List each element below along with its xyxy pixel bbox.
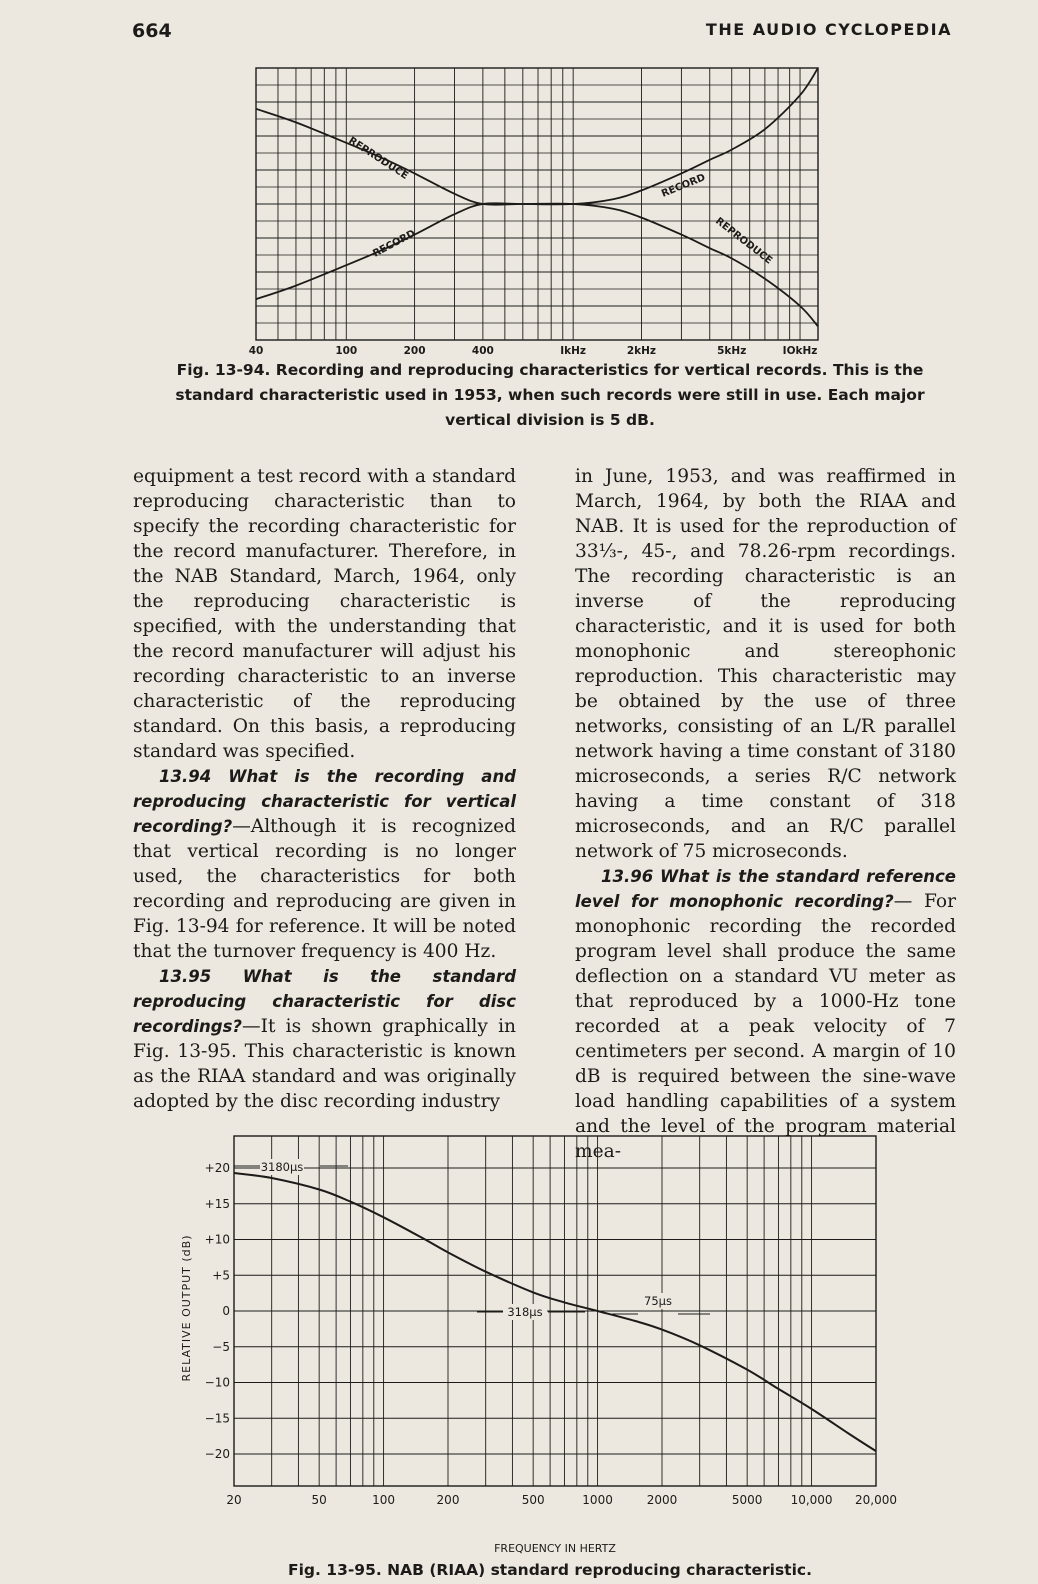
series-line-reproduce xyxy=(256,109,818,327)
y-tick-label: 0 xyxy=(222,1304,230,1318)
curve-label-record-right: RECORD xyxy=(660,172,708,200)
x-tick-label: 100 xyxy=(335,345,358,357)
y-tick-label: −10 xyxy=(204,1375,230,1390)
question-13-94-heading: 13.94 What is the recording and reproducing characteristic for vertical recording? xyxy=(133,767,516,836)
grid xyxy=(234,1136,876,1486)
figure-13-94-chart xyxy=(240,60,840,360)
x-tick-label: 200 xyxy=(436,1493,460,1507)
y-tick-label: +10 xyxy=(204,1232,230,1247)
running-title: THE AUDIO CYCLOPEDIA xyxy=(705,20,952,39)
figure-13-95-caption: Fig. 13-95. NAB (RIAA) standard reproducing characteristic. xyxy=(288,1561,812,1579)
question-13-96-text: — For monophonic recording the recorded program level shall produce the same deflection on a standard VU meter as that reproduced by a 1000-Hz tone recorded at a peak velocity of 7 centimeters per second. A margin of 10 dB is required between the sine-wave load handling capabilities of a system and the level of the program material mea- xyxy=(575,891,956,1162)
y-tick-label: +15 xyxy=(204,1196,230,1211)
x-tick-label: IkHz xyxy=(560,345,587,357)
page-number: 664 xyxy=(132,20,172,42)
annotation-label: 3180μs xyxy=(260,1160,304,1174)
y-tick-label: +5 xyxy=(212,1268,230,1283)
y-tick-labels xyxy=(205,1161,230,1461)
x-tick-label: 5000 xyxy=(731,1493,763,1507)
question-13-95-text: —It is shown graphically in Fig. 13-95. This characteristic is known as the RIAA standard and was originally adopted by the disc recording industry xyxy=(133,1016,516,1112)
x-tick-label: 2000 xyxy=(646,1493,678,1507)
x-tick-label: 2kHz xyxy=(626,345,657,357)
series-line-record xyxy=(256,68,818,299)
question-13-95-heading: 13.95 What is the standard reproducing characteristic for disc recordings? xyxy=(133,967,516,1036)
question-13-96 xyxy=(575,864,956,1164)
x-tick-label: 500 xyxy=(521,1493,545,1507)
curves xyxy=(256,68,818,326)
x-tick-labels xyxy=(249,345,818,357)
question-13-94 xyxy=(133,764,516,964)
curve-label-reproduce-left: REPRODUCE xyxy=(346,135,410,182)
x-tick-label: 1000 xyxy=(582,1493,613,1507)
y-tick-label: −20 xyxy=(204,1447,230,1461)
curve-label-reproduce-right: REPRODUCE xyxy=(713,215,775,267)
x-tick-label: 5kHz xyxy=(717,345,747,357)
right-paragraph: in June, 1953, and was reaffirmed in March, 1964, by both the RIAA and NAB. It is used for the reproduction of 33⅓-, 45-, and 78.26-rpm recordings. The recording characteristic is an inverse of the reproducing characteristic, and it is used for both monophonic and stereophonic reproduction. This characteristic may be obtained by the use of three networks, consisting of an L/R parallel network having a time constant of 3180 microseconds, a series R/C network having a time constant of 318 microseconds, and an R/C parallel network of 75 microseconds. xyxy=(575,466,956,862)
x-tick-label: IOkHz xyxy=(782,345,818,357)
x-tick-labels xyxy=(226,1493,897,1507)
x-tick-label: 20 xyxy=(226,1493,242,1507)
x-tick-label: 10,000 xyxy=(790,1493,833,1507)
left-column xyxy=(133,464,516,1114)
curve-label-record-left: RECORD xyxy=(371,228,418,260)
y-axis-label: RELATIVE OUTPUT (dB) xyxy=(180,1234,193,1382)
x-tick-label: 400 xyxy=(471,345,494,357)
annotation-label: 75μs xyxy=(644,1294,672,1308)
y-tick-label: −15 xyxy=(204,1411,230,1426)
question-13-94-text: —Although it is recognized that vertical recording is no longer used, the characteristics for both recording and reproducing are given in Fig. 13-94 for reference. It will be noted that the turnover frequency is 400 Hz. xyxy=(133,816,516,962)
figure-13-95-chart xyxy=(170,1128,910,1558)
figure-13-94-caption: Fig. 13-94. Recording and reproducing characteristics for vertical records. This is the standard characteristic used in 1953, when such records were still in use. Each major vertical division is 5 dB. xyxy=(175,361,925,429)
right-column xyxy=(575,464,956,1164)
y-tick-label: +20 xyxy=(204,1161,230,1175)
x-axis-label: FREQUENCY IN HERTZ xyxy=(494,1542,616,1555)
x-tick-label: 50 xyxy=(311,1493,327,1507)
x-tick-label: 40 xyxy=(248,345,264,357)
y-tick-label: −5 xyxy=(212,1339,230,1354)
left-paragraph: equipment a test record with a standard reproducing characteristic than to specify the recording characteristic for the record manufacturer. Therefore, in the NAB Standard, March, 1964, only the reproducing characteristic is specified, with the understanding that the record manufacturer will adjust his recording characteristic to an inverse characteristic of the reproducing standard. On this basis, a reproducing standard was specified. xyxy=(133,466,516,762)
question-13-96-heading: 13.96 What is the standard reference level for monophonic recording? xyxy=(575,867,956,911)
x-tick-label: 200 xyxy=(403,345,426,357)
annotation-label: 318μs xyxy=(507,1305,543,1319)
x-tick-label: 20,000 xyxy=(855,1493,897,1507)
x-tick-label: 100 xyxy=(372,1493,396,1507)
question-13-95 xyxy=(133,964,516,1114)
